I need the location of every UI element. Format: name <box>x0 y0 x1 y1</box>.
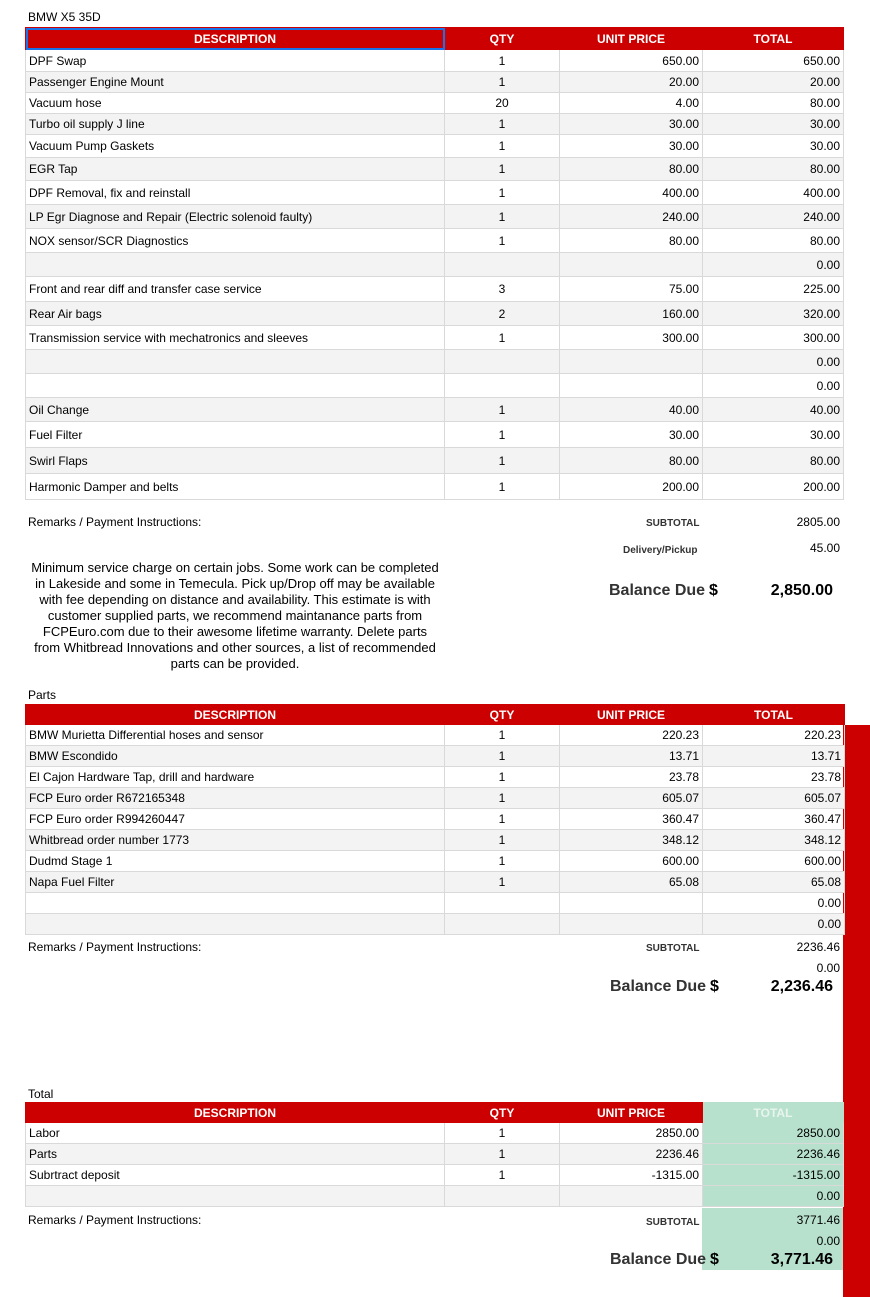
parts-balance-due-label: Balance Due <box>610 978 707 995</box>
total-table-row <box>26 1165 844 1186</box>
parts-remarks-label: Remarks / Payment Instructions: <box>28 940 202 954</box>
parts-unit-price-cell[interactable]: 600.00 <box>560 851 703 872</box>
labor-unit-price-cell[interactable]: 80.00 <box>560 158 703 181</box>
parts-currency-symbol: $ <box>710 978 719 995</box>
labor-qty-cell[interactable]: 1 <box>445 205 560 229</box>
labor-total-cell[interactable]: 80.00 <box>703 229 844 253</box>
parts-table-row <box>26 893 845 914</box>
total-table-row <box>26 1123 844 1144</box>
labor-description-cell[interactable]: NOX sensor/SCR Diagnostics <box>26 229 445 253</box>
parts-table-row <box>26 746 845 767</box>
labor-table-row <box>26 277 844 302</box>
total-balance-due-label: Balance Due <box>610 1251 707 1268</box>
labor-qty-cell[interactable]: 3 <box>445 277 560 302</box>
parts-total-cell[interactable]: 0.00 <box>703 914 845 935</box>
labor-unit-price-cell[interactable]: 75.00 <box>560 277 703 302</box>
total-header-total[interactable]: TOTAL <box>703 1103 844 1123</box>
total-unit-price-cell[interactable]: -1315.00 <box>560 1165 703 1186</box>
labor-unit-price-cell[interactable]: 300.00 <box>560 326 703 350</box>
labor-qty-cell[interactable] <box>445 350 560 374</box>
parts-total-cell[interactable]: 220.23 <box>703 725 845 746</box>
labor-total-cell[interactable]: 650.00 <box>703 50 844 72</box>
parts-unit-price-cell[interactable] <box>560 893 703 914</box>
parts-description-cell[interactable]: BMW Escondido <box>26 746 445 767</box>
parts-qty-cell[interactable]: 1 <box>445 830 560 851</box>
total-description-cell[interactable] <box>26 1186 445 1207</box>
total-remarks-label: Remarks / Payment Instructions: <box>28 1213 202 1227</box>
labor-total-cell[interactable]: 80.00 <box>703 93 844 114</box>
total-unit-price-cell[interactable]: 2850.00 <box>560 1123 703 1144</box>
red-column-fill <box>843 725 870 1297</box>
labor-qty-cell[interactable]: 1 <box>445 72 560 93</box>
labor-description-cell[interactable]: Harmonic Damper and belts <box>26 474 445 500</box>
labor-total-cell[interactable]: 300.00 <box>703 326 844 350</box>
labor-qty-cell[interactable]: 1 <box>445 326 560 350</box>
labor-total-cell[interactable]: 40.00 <box>703 398 844 422</box>
labor-total-cell[interactable]: 0.00 <box>703 350 844 374</box>
labor-header-qty[interactable]: QTY <box>445 28 560 50</box>
labor-description-cell[interactable]: Oil Change <box>26 398 445 422</box>
parts-total-cell[interactable]: 348.12 <box>703 830 845 851</box>
total-total-cell[interactable]: 2236.46 <box>703 1144 844 1165</box>
total-description-cell[interactable]: Labor <box>26 1123 445 1144</box>
parts-description-cell[interactable]: El Cajon Hardware Tap, drill and hardware <box>26 767 445 788</box>
labor-qty-cell[interactable]: 1 <box>445 448 560 474</box>
parts-unit-price-cell[interactable]: 23.78 <box>560 767 703 788</box>
labor-qty-cell[interactable]: 1 <box>445 474 560 500</box>
labor-table-row <box>26 398 844 422</box>
labor-table-row <box>26 229 844 253</box>
labor-table-row <box>26 50 844 72</box>
labor-total-cell[interactable]: 30.00 <box>703 114 844 135</box>
total-qty-cell[interactable]: 1 <box>445 1165 560 1186</box>
labor-table-row <box>26 253 844 277</box>
labor-table-row <box>26 326 844 350</box>
labor-total-cell[interactable]: 80.00 <box>703 448 844 474</box>
labor-total-cell[interactable]: 0.00 <box>703 253 844 277</box>
labor-description-cell[interactable]: Vacuum hose <box>26 93 445 114</box>
parts-section-title: Parts <box>28 688 57 702</box>
labor-unit-price-cell[interactable]: 240.00 <box>560 205 703 229</box>
total-header-qty[interactable]: QTY <box>445 1103 560 1123</box>
labor-total-cell[interactable]: 320.00 <box>703 302 844 326</box>
labor-total-cell[interactable]: 0.00 <box>703 374 844 398</box>
parts-table-row <box>26 725 845 746</box>
parts-qty-cell[interactable]: 1 <box>445 767 560 788</box>
labor-description-cell[interactable]: Rear Air bags <box>26 302 445 326</box>
total-total-cell[interactable]: -1315.00 <box>703 1165 844 1186</box>
parts-qty-cell[interactable]: 1 <box>445 746 560 767</box>
labor-description-cell[interactable]: Vacuum Pump Gaskets <box>26 135 445 158</box>
labor-header-unit-price[interactable]: UNIT PRICE <box>560 28 703 50</box>
parts-qty-cell[interactable]: 1 <box>445 809 560 830</box>
labor-description-cell[interactable]: DPF Swap <box>26 50 445 72</box>
parts-total-cell[interactable]: 13.71 <box>703 746 845 767</box>
labor-description-cell[interactable]: Turbo oil supply J line <box>26 114 445 135</box>
labor-table-row <box>26 448 844 474</box>
labor-table-row <box>26 422 844 448</box>
parts-description-cell[interactable]: FCP Euro order R994260447 <box>26 809 445 830</box>
labor-unit-price-cell[interactable]: 4.00 <box>560 93 703 114</box>
labor-unit-price-cell[interactable] <box>560 253 703 277</box>
labor-unit-price-cell[interactable] <box>560 350 703 374</box>
total-table <box>25 1102 844 1207</box>
labor-total-cell[interactable]: 30.00 <box>703 422 844 448</box>
parts-description-cell[interactable]: Dudmd Stage 1 <box>26 851 445 872</box>
labor-table-row <box>26 302 844 326</box>
labor-table-row <box>26 158 844 181</box>
total-table-row <box>26 1186 844 1207</box>
labor-unit-price-cell[interactable]: 30.00 <box>560 422 703 448</box>
labor-unit-price-cell[interactable]: 40.00 <box>560 398 703 422</box>
total-extra-value[interactable]: 0.00 <box>816 1234 840 1248</box>
total-total-cell[interactable]: 2850.00 <box>703 1123 844 1144</box>
labor-table-row <box>26 350 844 374</box>
labor-description-cell[interactable]: EGR Tap <box>26 158 445 181</box>
parts-extra-value[interactable]: 0.00 <box>816 961 840 975</box>
total-subtotal-value[interactable]: 3771.46 <box>796 1213 840 1227</box>
labor-unit-price-cell[interactable]: 200.00 <box>560 474 703 500</box>
parts-header-qty[interactable]: QTY <box>445 705 560 725</box>
labor-qty-cell[interactable]: 1 <box>445 422 560 448</box>
parts-unit-price-cell[interactable]: 220.23 <box>560 725 703 746</box>
labor-unit-price-cell[interactable] <box>560 374 703 398</box>
labor-qty-cell[interactable]: 1 <box>445 135 560 158</box>
parts-balance-due-value[interactable]: 2,236.46 <box>770 978 833 995</box>
labor-unit-price-cell[interactable]: 80.00 <box>560 229 703 253</box>
labor-total-cell[interactable]: 240.00 <box>703 205 844 229</box>
labor-unit-price-cell[interactable]: 20.00 <box>560 72 703 93</box>
labor-table-row <box>26 181 844 205</box>
labor-total-cell[interactable]: 30.00 <box>703 135 844 158</box>
parts-unit-price-cell[interactable]: 605.07 <box>560 788 703 809</box>
parts-unit-price-cell[interactable]: 360.47 <box>560 809 703 830</box>
labor-description-cell[interactable] <box>26 350 445 374</box>
total-qty-cell[interactable]: 1 <box>445 1123 560 1144</box>
labor-description-cell[interactable]: Front and rear diff and transfer case service <box>26 277 445 302</box>
parts-table-row <box>26 788 845 809</box>
parts-description-cell[interactable]: FCP Euro order R672165348 <box>26 788 445 809</box>
labor-table <box>25 27 844 500</box>
parts-unit-price-cell[interactable]: 13.71 <box>560 746 703 767</box>
parts-qty-cell[interactable]: 1 <box>445 725 560 746</box>
total-qty-cell[interactable] <box>445 1186 560 1207</box>
labor-description-cell[interactable] <box>26 374 445 398</box>
labor-currency-symbol: $ <box>709 582 718 599</box>
labor-table-row <box>26 374 844 398</box>
labor-description-cell[interactable]: Transmission service with mechatronics and sleeves <box>26 326 445 350</box>
parts-description-cell[interactable]: BMW Murietta Differential hoses and sensor <box>26 725 445 746</box>
labor-unit-price-cell[interactable]: 650.00 <box>560 50 703 72</box>
parts-unit-price-cell[interactable]: 65.08 <box>560 872 703 893</box>
parts-total-cell[interactable]: 360.47 <box>703 809 845 830</box>
total-balance-due-value[interactable]: 3,771.46 <box>770 1251 833 1268</box>
parts-unit-price-cell[interactable]: 348.12 <box>560 830 703 851</box>
labor-balance-due-label: Balance Due <box>609 582 706 599</box>
parts-qty-cell[interactable]: 1 <box>445 872 560 893</box>
total-header-description[interactable]: DESCRIPTION <box>26 1103 445 1123</box>
labor-table-row <box>26 135 844 158</box>
labor-total-cell[interactable]: 80.00 <box>703 158 844 181</box>
labor-total-cell[interactable]: 200.00 <box>703 474 844 500</box>
parts-description-cell[interactable]: Napa Fuel Filter <box>26 872 445 893</box>
total-description-cell[interactable]: Subrtract deposit <box>26 1165 445 1186</box>
delivery-pickup-value[interactable]: 45.00 <box>809 541 840 555</box>
parts-table-row <box>26 872 845 893</box>
labor-description-cell[interactable]: Passenger Engine Mount <box>26 72 445 93</box>
labor-remarks-label: Remarks / Payment Instructions: <box>28 515 202 529</box>
labor-subtotal-label: SUBTOTAL <box>646 518 700 529</box>
labor-qty-cell[interactable]: 1 <box>445 114 560 135</box>
labor-remarks-text: Minimum service charge on certain jobs. Some work can be completed in Lakeside and some in Temecula. Pick up/Drop off may be available with fee depending on distance and availability. This estimate is with customer supplied parts, we recommend maintanance parts from FCPEuro.com due to their awesome lifetime warranty. Delete parts from Whitbread Innovations and other sources, a list of recommended parts can be provided. <box>31 560 439 671</box>
parts-table-row <box>26 767 845 788</box>
parts-table-row <box>26 830 845 851</box>
parts-unit-price-cell[interactable] <box>560 914 703 935</box>
total-description-cell[interactable]: Parts <box>26 1144 445 1165</box>
labor-table-row <box>26 114 844 135</box>
total-subtotal-label: SUBTOTAL <box>646 1217 700 1228</box>
delivery-pickup-label: Delivery/Pickup <box>623 545 698 556</box>
parts-description-cell[interactable] <box>26 914 445 935</box>
total-unit-price-cell[interactable]: 2236.46 <box>560 1144 703 1165</box>
labor-subtotal-value[interactable]: 2805.00 <box>796 515 840 529</box>
parts-table <box>25 704 845 935</box>
parts-header-unit-price[interactable]: UNIT PRICE <box>560 705 703 725</box>
labor-description-cell[interactable]: Fuel Filter <box>26 422 445 448</box>
labor-unit-price-cell[interactable]: 30.00 <box>560 114 703 135</box>
parts-qty-cell[interactable] <box>445 914 560 935</box>
parts-table-row <box>26 914 845 935</box>
parts-subtotal-value[interactable]: 2236.46 <box>796 940 840 954</box>
labor-unit-price-cell[interactable]: 30.00 <box>560 135 703 158</box>
total-section-title: Total <box>28 1087 54 1101</box>
total-currency-symbol: $ <box>710 1251 719 1268</box>
labor-qty-cell[interactable]: 1 <box>445 50 560 72</box>
labor-description-cell[interactable]: DPF Removal, fix and reinstall <box>26 181 445 205</box>
parts-table-row <box>26 851 845 872</box>
labor-qty-cell[interactable] <box>445 253 560 277</box>
parts-subtotal-label: SUBTOTAL <box>646 943 700 954</box>
labor-unit-price-cell[interactable]: 400.00 <box>560 181 703 205</box>
parts-total-cell[interactable]: 600.00 <box>703 851 845 872</box>
parts-total-cell[interactable]: 23.78 <box>703 767 845 788</box>
labor-unit-price-cell[interactable]: 80.00 <box>560 448 703 474</box>
labor-description-cell[interactable]: Swirl Flaps <box>26 448 445 474</box>
labor-qty-cell[interactable]: 1 <box>445 229 560 253</box>
parts-total-cell[interactable]: 65.08 <box>703 872 845 893</box>
total-qty-cell[interactable]: 1 <box>445 1144 560 1165</box>
parts-description-cell[interactable]: Whitbread order number 1773 <box>26 830 445 851</box>
labor-balance-due-value[interactable]: 2,850.00 <box>770 582 833 599</box>
parts-qty-cell[interactable]: 1 <box>445 851 560 872</box>
labor-unit-price-cell[interactable]: 160.00 <box>560 302 703 326</box>
labor-section-title: BMW X5 35D <box>28 10 101 24</box>
labor-qty-cell[interactable]: 2 <box>445 302 560 326</box>
labor-total-cell[interactable]: 225.00 <box>703 277 844 302</box>
parts-qty-cell[interactable]: 1 <box>445 788 560 809</box>
labor-table-row <box>26 93 844 114</box>
parts-header-description[interactable]: DESCRIPTION <box>26 705 445 725</box>
parts-total-cell[interactable]: 605.07 <box>703 788 845 809</box>
parts-qty-cell[interactable] <box>445 893 560 914</box>
total-table-row <box>26 1144 844 1165</box>
parts-header-total[interactable]: TOTAL <box>703 705 845 725</box>
labor-header-total[interactable]: TOTAL <box>703 28 844 50</box>
labor-qty-cell[interactable]: 1 <box>445 181 560 205</box>
labor-header-description[interactable]: DESCRIPTION <box>26 28 445 50</box>
parts-total-cell[interactable]: 0.00 <box>703 893 845 914</box>
total-total-cell[interactable]: 0.00 <box>703 1186 844 1207</box>
labor-total-cell[interactable]: 20.00 <box>703 72 844 93</box>
labor-table-row <box>26 72 844 93</box>
labor-table-row <box>26 474 844 500</box>
parts-description-cell[interactable] <box>26 893 445 914</box>
parts-table-row <box>26 809 845 830</box>
labor-table-row <box>26 205 844 229</box>
labor-qty-cell[interactable]: 1 <box>445 158 560 181</box>
labor-description-cell[interactable] <box>26 253 445 277</box>
total-header-unit-price[interactable]: UNIT PRICE <box>560 1103 703 1123</box>
total-unit-price-cell[interactable] <box>560 1186 703 1207</box>
labor-qty-cell[interactable]: 1 <box>445 398 560 422</box>
labor-qty-cell[interactable]: 20 <box>445 93 560 114</box>
labor-description-cell[interactable]: LP Egr Diagnose and Repair (Electric solenoid faulty) <box>26 205 445 229</box>
labor-qty-cell[interactable] <box>445 374 560 398</box>
labor-total-cell[interactable]: 400.00 <box>703 181 844 205</box>
